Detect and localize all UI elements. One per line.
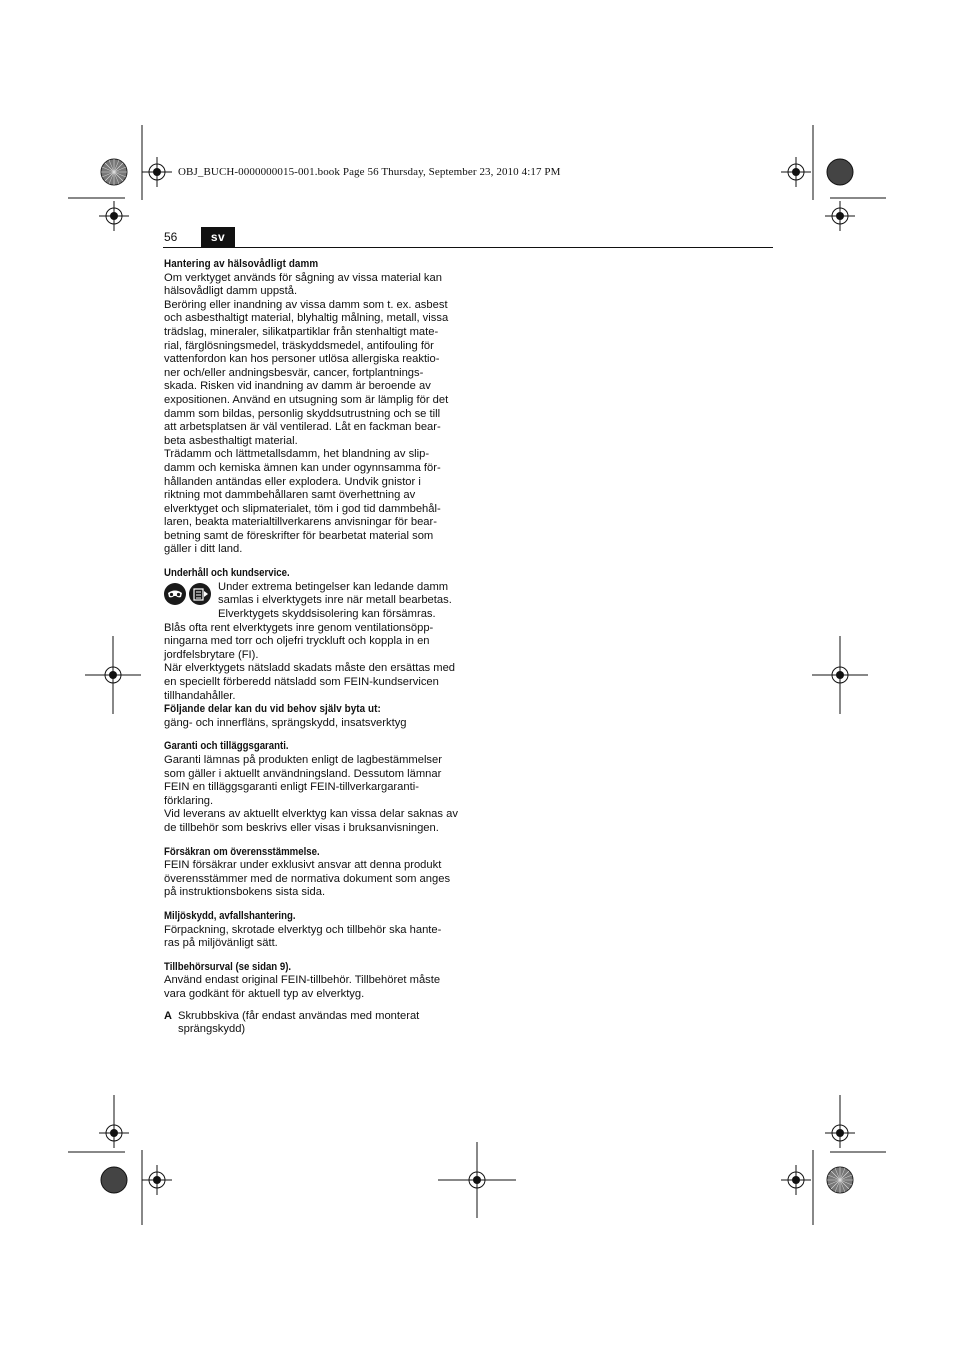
dust-line: laren, beakta materialtillverkarens anvisningar för bear-: [164, 516, 437, 529]
dust-line: Trädamm och lättmetallsdamm, het blandning av slip-: [164, 448, 430, 461]
maintenance-heading: Underhåll och kundservice.: [164, 567, 290, 580]
maintenance-line: Blås ofta rent elverktygets inre genom ventilationsöpp-: [164, 621, 434, 634]
header-rule: [163, 247, 773, 248]
warranty-line: de tillbehör som beskrivs eller visas i bruksanvisningen.: [164, 821, 439, 834]
dust-line: riktning mot dammbehållaren samt överhettning av: [164, 489, 416, 502]
dust-line: skada. Risken vid inandning av damm är beroende av: [164, 380, 431, 393]
environment-line: ras på miljövänligt sätt.: [164, 937, 278, 950]
dust-line: ner och/eller andningsbesvär, cancer, fortplantnings-: [164, 366, 424, 379]
content-column: [164, 258, 464, 1037]
replaceable-parts-heading: Följande delar kan du vid behov själv byta ut:: [164, 703, 381, 716]
conformity-line: FEIN försäkrar under exklusivt ansvar att denna produkt: [164, 859, 442, 872]
dust-heading: Hantering av hälsovådligt damm: [164, 258, 319, 270]
dust-line: hållanden antändas eller explodera. Undvik gnistor i: [164, 475, 421, 488]
warranty-line: Vid leverans av aktuellt elverktyg kan vissa delar saknas av: [164, 808, 458, 821]
accessories-heading: Tillbehörsurval (se sidan 9).: [164, 960, 292, 973]
dust-line: damm och kemiska ämnen kan under ogynnsamma för-: [164, 461, 441, 474]
read-manual-icon: [189, 583, 211, 605]
environment-heading: Miljöskydd, avfallshantering.: [164, 909, 296, 922]
maintenance-line: tillhandahåller.: [164, 689, 236, 702]
conformity-body: [164, 859, 464, 900]
dust-line: damm som bildas, personlig skyddsutrustning och se till: [164, 407, 441, 420]
environment-body: [164, 924, 464, 951]
environment-line: Förpackning, skrotade elverktyg och tillbehör ska hante-: [164, 923, 442, 936]
accessory-item-line: Skrubbskiva (får endast användas med monterat: [178, 1009, 420, 1022]
dust-line: vattenfordon kan hos personer utlösa allergiska reaktio-: [164, 353, 440, 366]
maintenance-icon-line: Under extrema betingelser kan ledande damm: [218, 580, 449, 593]
warranty-line: Garanti lämnas på produkten enligt de lagbestämmelser: [164, 754, 442, 766]
page-number: 56: [164, 230, 178, 244]
dust-body: [164, 272, 464, 557]
maintenance-line: jordfelsbrytare (FI).: [164, 648, 259, 661]
warranty-line: förklaring.: [164, 794, 214, 807]
language-tag: sv: [201, 227, 235, 247]
accessory-item-letter: A: [164, 1009, 172, 1022]
maintenance-body: [164, 622, 464, 704]
maintenance-warning: [164, 581, 464, 622]
dust-line: elverktyget och slipmaterialet, töm i god tid dammbehål-: [164, 502, 441, 515]
print-header: OBJ_BUCH-0000000015-001.book Page 56 Thursday, September 23, 2010 4:17 PM: [178, 166, 561, 178]
conformity-line: på instruktionsbokens sista sida.: [164, 886, 326, 899]
warranty-body: [164, 754, 464, 836]
accessories-line: Använd endast original FEIN-tillbehör. Tillbehöret måste: [164, 974, 441, 987]
dust-line: beta asbesthaltigt material.: [164, 434, 298, 447]
replaceable-parts: gäng- och innerfläns, sprängskydd, insatsverktyg: [164, 716, 407, 729]
dust-line: trädslag, mineraler, silikatpartiklar från stenhaltigt mate-: [164, 325, 439, 338]
accessory-item-line: sprängskydd): [178, 1023, 246, 1036]
warranty-line: FEIN en tilläggsgaranti enligt FEIN-tillverkargaranti-: [164, 781, 419, 794]
warranty-line: som gäller i aktuellt användningsland. Dessutom lämnar: [164, 767, 442, 780]
dust-line: och asbesthaltigt material, blyhaltig målning, metall, vissa: [164, 312, 449, 325]
dust-line: gäller i ditt land.: [164, 543, 243, 556]
dust-line: betning samt de föreskrifter för bearbetat material som: [164, 529, 434, 542]
safety-goggles-icon: [164, 583, 186, 605]
accessories-body: [164, 974, 464, 1001]
conformity-line: överensstämmer med de normativa dokument som anges: [164, 872, 451, 885]
dust-line: hälsovådligt damm uppstå.: [164, 285, 298, 298]
maintenance-line: en speciellt förberedd nätsladd som FEIN-kundservicen: [164, 676, 439, 689]
dust-line: expositionen. Använd en utsugning som är lämplig för det: [164, 393, 449, 406]
dust-line: Beröring eller inandning av vissa damm som t. ex. asbest: [164, 298, 448, 311]
maintenance-line: När elverktygets nätsladd skadats måste den ersättas med: [164, 662, 456, 675]
accessory-item: [164, 1010, 464, 1037]
maintenance-line: ningarna med torr och oljefri tryckluft och koppla in en: [164, 635, 430, 648]
dust-line: Om verktyget används för sågning av vissa material kan: [164, 271, 442, 284]
maintenance-icon-line: samlas i elverktygets inre när metall bearbetas.: [218, 594, 452, 607]
dust-line: att arbetsplatsen är väl ventilerad. Låt en fackman bear-: [164, 421, 441, 434]
conformity-heading: Försäkran om överensstämmelse.: [164, 845, 320, 858]
maintenance-icon-line: Elverktygets skyddsisolering kan försämras.: [218, 607, 436, 620]
accessories-line: vara godkänt för aktuell typ av elverktyg.: [164, 987, 365, 1000]
dust-line: rial, färglösningsmedel, träskyddsmedel, antifouling för: [164, 339, 434, 352]
warranty-heading: Garanti och tilläggsgaranti.: [164, 740, 289, 753]
